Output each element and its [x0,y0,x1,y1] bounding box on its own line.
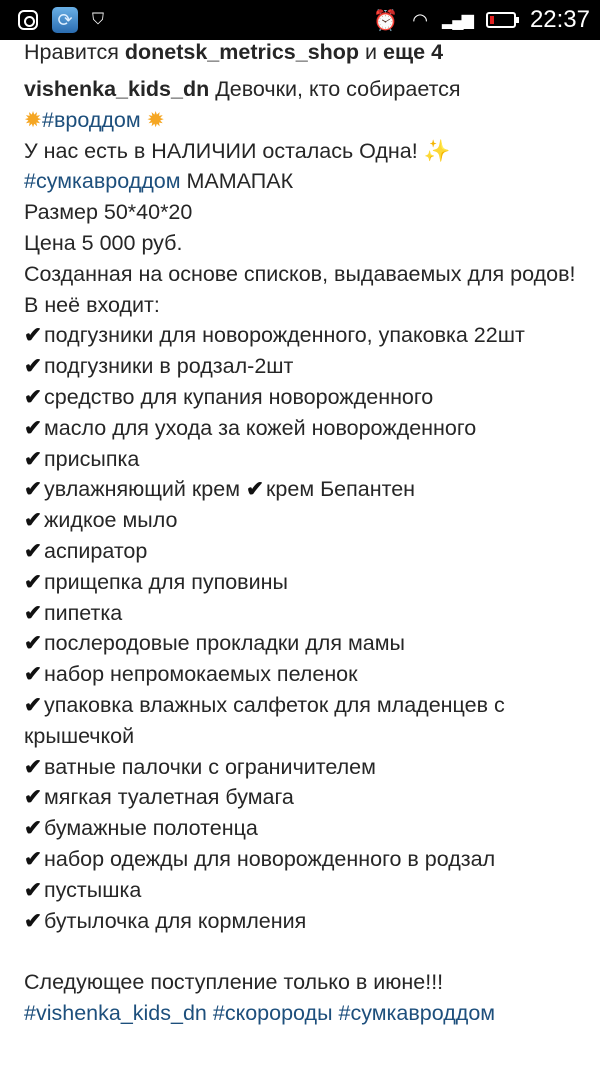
check-icon: ✔ [24,384,43,409]
signal-icon: ▂▄▆ [441,12,472,29]
list-item-text: ватные палочки с ограничителем [44,754,376,779]
caption-body [24,74,580,320]
check-icon: ✔ [24,415,43,440]
sparkles-emoji-icon: ✨ [423,138,451,163]
check-icon: ✔ [24,477,43,502]
footer-hashtags [24,998,580,1029]
star-emoji-icon: ✹ [24,107,43,132]
check-icon: ✔ [24,662,43,687]
list-item [24,844,580,875]
check-icon: ✔ [24,538,43,563]
list-item [24,598,580,629]
author-username-link[interactable]: vishenka_kids_dn [24,77,210,101]
likes-line [24,37,580,74]
list-item [24,474,580,505]
list-item [24,659,580,690]
hashtag-link[interactable]: #сумкавроддом [338,1000,496,1025]
list-item [24,351,580,382]
availability-text: У нас есть в НАЛИЧИИ осталась Одна! [24,138,418,163]
liker-username-link[interactable]: donetsk_metrics_shop [124,40,360,64]
items-list [24,320,580,936]
likes-prefix: Нравится [24,40,119,64]
post-caption [0,37,600,1029]
list-item [24,413,580,444]
list-item [24,628,580,659]
sync-app-icon: ⟳ [52,7,78,33]
check-icon: ✔ [24,508,43,533]
list-item-text: средство для купания новорожденного [44,384,434,409]
list-item-text: прищепка для пуповины [44,569,288,594]
clock: 22:37 [529,6,590,33]
list-item [24,536,580,567]
check-icon: ✔ [24,785,43,810]
check-icon: ✔ [24,446,43,471]
check-icon: ✔ [24,846,43,871]
check-icon: ✔ [24,354,43,379]
list-item [24,382,580,413]
list-item-text: пипетка [44,600,123,625]
hashtag-link[interactable]: #сумкавроддом [24,169,181,194]
list-item-text: мягкая туалетная бумага [44,785,294,810]
blank-line [24,936,580,967]
footer-text: Следующее поступление только в июне!!! [24,970,444,995]
check-icon: ✔ [24,754,43,779]
caption-intro: Девочки, кто собирается [215,77,461,101]
list-item [24,567,580,598]
check-icon: ✔ [24,600,43,625]
instagram-icon [18,10,38,30]
check-icon: ✔ [24,877,43,902]
status-bar [0,0,600,40]
hashtag-link[interactable]: #вроддом [42,107,141,132]
more-likes-link[interactable]: еще 4 [383,40,444,64]
product-name: МАМАПАК [186,169,294,194]
size-text: Размер 50*40*20 [24,200,193,225]
list-item [24,752,580,783]
check-icon: ✔ [24,816,43,841]
check-icon: ✔ [24,692,43,717]
alarm-icon: ⏰ [373,9,399,32]
list-item [24,505,580,536]
list-item-text: подгузники для новорожденного, упаковка 22шт [44,323,525,348]
hashtag-link[interactable]: #скоророды [212,1000,333,1025]
list-item-text: набор непромокаемых пеленок [44,662,358,687]
list-item [24,320,580,351]
check-icon: ✔ [24,569,43,594]
list-item [24,906,580,937]
battery-low-icon [486,12,516,28]
list-item-text: аспиратор [44,538,148,563]
list-item [24,444,580,475]
shield-icon: ⛉ [92,11,105,28]
list-item-text: пустышка [44,877,142,902]
list-item [24,813,580,844]
hashtag-link[interactable]: #vishenka_kids_dn [24,1000,207,1025]
list-item-text: масло для ухода за кожей новорожденного [44,415,477,440]
check-icon: ✔ [24,631,43,656]
description-text: Созданная на основе списков, выдаваемых для родов! В неё входит: [24,261,576,317]
list-item-text: крем Бепантен [266,477,416,502]
list-item-text: подгузники в родзал-2шт [44,354,294,379]
list-item-text: послеродовые прокладки для мамы [44,631,405,656]
check-icon: ✔ [24,323,43,348]
list-item-text: увлажняющий крем [44,477,246,502]
check-icon: ✔ [245,477,264,502]
price-text: Цена 5 000 руб. [24,230,183,255]
star-emoji-icon: ✹ [146,107,165,132]
list-item-text: жидкое мыло [44,508,178,533]
likes-conj: и [365,40,378,64]
list-item-text: упаковка влажных салфеток для младенцев с крышечкой [24,692,505,748]
list-item-text: бутылочка для кормления [44,908,307,933]
list-item-text: набор одежды для новорожденного в родзал [44,846,496,871]
wifi-icon: ◠ [412,9,428,30]
list-item-text: присыпка [44,446,140,471]
check-icon: ✔ [24,908,43,933]
list-item [24,782,580,813]
list-item [24,875,580,906]
list-item [24,690,580,752]
list-item-text: бумажные полотенца [44,816,258,841]
